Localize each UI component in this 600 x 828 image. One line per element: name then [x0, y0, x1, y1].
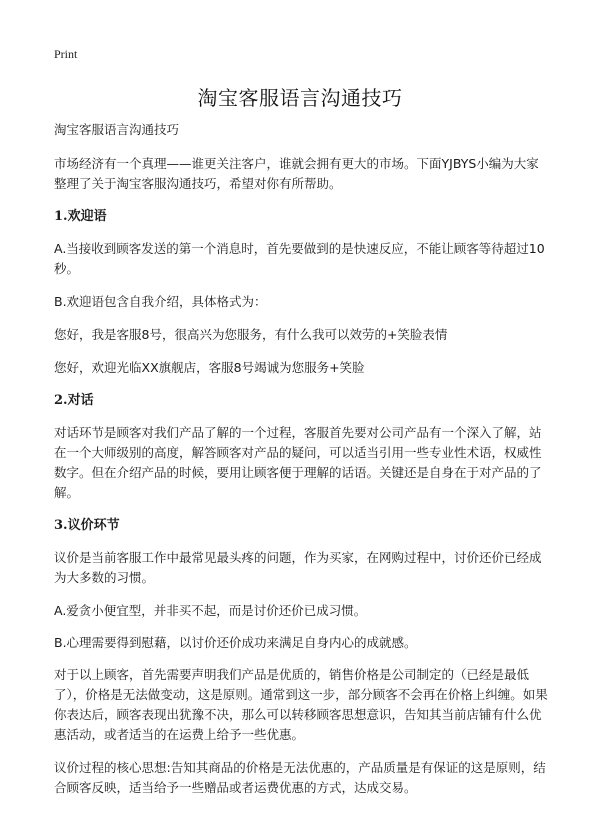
paragraph: 议价是当前客服工作中最常见最头疼的问题，作为买家，在网购过程中，讨价还价已经成为大多数的习惯。 [54, 550, 542, 585]
article-subtitle: 淘宝客服语言沟通技巧 [54, 122, 180, 137]
paragraph: 议价过程的核心思想:告知其商品的价格是无法优惠的，产品质量是有保证的这是原则，结合顾客反映，适当给予一些赠品或者运费优惠的方式，达成交易。 [54, 760, 546, 795]
page-title: 淘宝客服语言沟通技巧 [197, 86, 403, 110]
paragraph: B.欢迎语包含自我介绍，具体格式为： [54, 294, 267, 309]
paragraph: 您好，欢迎光临XX旗舰店，客服8号竭诚为您服务+笑脸 [54, 360, 365, 375]
paragraph: A.爱贪小便宜型，并非买不起，而是讨价还价已成习惯。 [54, 603, 367, 618]
paragraph: 您好，我是客服8号，很高兴为您服务，有什么我可以效劳的+笑脸表情 [54, 327, 448, 342]
paragraph: 对话环节是顾客对我们产品了解的一个过程，客服首先要对公司产品有一个深入了解，站在一个大师级别的高度，解答顾客对产品的疑问，可以适当引用一些专业性术语，权威性数字。但在介绍产品的时候，要用让顾客便于理解的话语。关键还是自身在于对产品的了解。 [54, 425, 542, 500]
print-label: Print [54, 47, 78, 61]
paragraph: A.当接收到顾客发送的第一个消息时，首先要做到的是快速反应，不能让顾客等待超过10秒。 [54, 241, 545, 276]
section-heading-bargaining: 3.议价环节 [54, 518, 120, 533]
paragraph: B.心理需要得到慰藉，以讨价还价成功来满足自身内心的成就感。 [54, 635, 417, 650]
section-heading-welcome: 1.欢迎语 [54, 209, 107, 224]
article-body [54, 120, 550, 811]
section-heading-dialogue: 2.对话 [54, 393, 94, 408]
intro-paragraph: 市场经济有一个真理——谁更关注客户，谁就会拥有更大的市场。下面YJBYS小编为大家整理了关于淘宝客服沟通技巧，希望对你有所帮助。 [54, 156, 539, 191]
paragraph: 对于以上顾客，首先需要声明我们产品是优质的，销售价格是公司制定的（已经是最低了），价格是无法做变动，这是原则。通常到这一步，部分顾客不会再在价格上纠缠。如果你表达后，顾客表现出犹豫不决，那么可以转移顾客思想意识，告知其当前店铺有什么优惠活动，或者适当的在运费上给予一些优惠。 [54, 667, 548, 742]
